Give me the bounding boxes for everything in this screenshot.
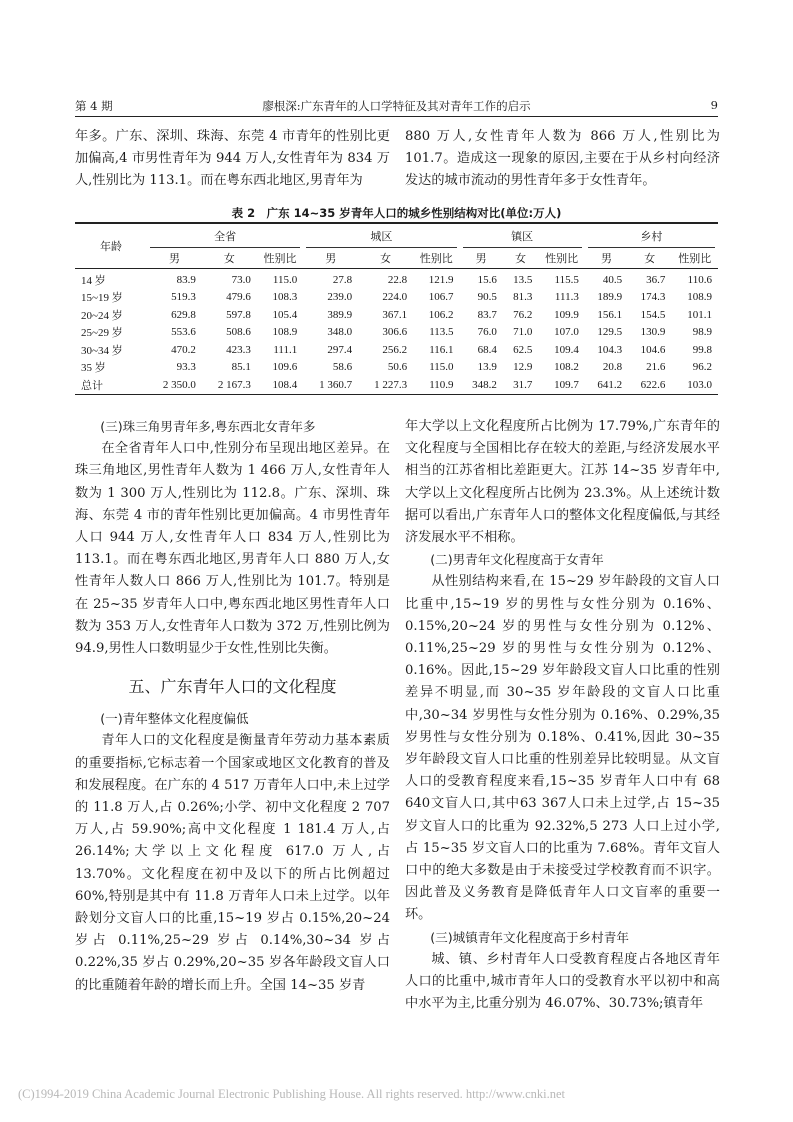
value-cell: 553.6: [171, 326, 196, 339]
group-header-town: 镇区: [460, 223, 585, 248]
value-cell: 96.2: [692, 361, 712, 374]
value-cell: 12.9: [513, 361, 533, 374]
value-cell: 110.6: [671, 269, 718, 289]
age-cell: 总计: [75, 376, 147, 394]
value-cell: 174.3: [640, 291, 666, 304]
value-cell: 130.9: [640, 326, 666, 339]
right-column: [405, 416, 720, 1015]
value-cell: 256.2: [382, 343, 408, 356]
value-cell: 76.2: [513, 308, 533, 321]
sub-header: 性别比: [545, 253, 579, 265]
table-row: [75, 359, 718, 377]
paragraph: 青年人口的文化程度是衡量青年劳动力基本素质的重要指标,它标志着一个国家或地区文化教育的普及和发展程度。在广东的 4 517 万青年人口中,未上过学的 11.8 万人,占 0.26%;小学、初中文化程度 2 707万人,占 59.90%;高中文化程度 1 181.4 万人,占 26.14%;大学以上文化程度 617.0 万人,占 13.70%。文化程度在初中及以下的所占比例超过 60%,特别是其中有 11.8 万青年人口未上过学。以年龄划分文盲人口的比重,15~19 岁占 0.15%,20~24 岁占 0.11%,25~29 岁占 0.14%,30~34 岁占 0.22%,35 岁占 0.29%,20~35 岁各年龄段文盲人口的比重随着年龄的增长而上升。全国 14~35 岁青: [75, 733, 390, 993]
value-cell: 622.6: [628, 376, 671, 394]
value-cell: 15.6: [460, 269, 503, 289]
value-cell: 479.6: [226, 291, 251, 304]
value-cell: 108.4: [257, 376, 303, 394]
sub-header: 男: [600, 253, 612, 265]
value-cell: 20.8: [602, 361, 623, 374]
subsection-heading: (三)城镇青年文化程度高于乡村青年: [430, 929, 629, 945]
running-title: 廖根深:广东青年的人口学特征及其对青年工作的启示: [262, 99, 531, 113]
table-row: [75, 306, 718, 324]
value-cell: 108.9: [272, 326, 298, 339]
sub-header: 男: [168, 253, 180, 265]
value-cell: 239.0: [327, 291, 353, 304]
value-cell: 470.2: [171, 343, 196, 356]
value-cell: 116.1: [429, 343, 454, 356]
value-cell: 106.7: [428, 291, 454, 304]
value-cell: 103.0: [671, 376, 718, 394]
top-right-column: [405, 126, 720, 193]
value-cell: 115.0: [257, 269, 303, 289]
value-cell: 121.9: [413, 269, 459, 289]
value-cell: 83.9: [147, 269, 202, 289]
value-cell: 105.4: [272, 308, 298, 321]
value-cell: 93.3: [176, 361, 196, 374]
value-cell: 629.8: [171, 308, 196, 321]
value-cell: 99.8: [692, 343, 712, 356]
subsection-heading: (一)青年整体文化程度偏低: [100, 711, 249, 727]
paragraph: 年大学以上文化程度所占比例为 17.79%,广东青年的文化程度与全国相比存在较大的差距,与经济发展水平相当的江苏省相比差距更大。江苏 14~35 岁青年中,大学以上文化程度所占比例为 23.3%。从上述统计数据可以看出,广东青年人口的整体文化程度偏低,与其经济发展水平不相称。: [405, 419, 720, 546]
value-cell: 109.7: [538, 376, 584, 394]
value-cell: 423.3: [226, 343, 251, 356]
table-row: [75, 376, 718, 394]
sub-header: 男: [475, 253, 487, 265]
value-cell: 111.1: [273, 343, 298, 356]
sub-header: 男: [325, 253, 337, 265]
sub-header: 性别比: [678, 253, 712, 265]
value-cell: 108.3: [272, 291, 298, 304]
sub-header: 女: [223, 253, 235, 265]
value-cell: 115.5: [538, 269, 584, 289]
value-cell: 73.0: [202, 269, 257, 289]
age-cell: 30~34 岁: [81, 344, 123, 357]
age-cell: 20~24 岁: [81, 309, 123, 322]
table-row: [75, 289, 718, 307]
value-cell: 106.2: [428, 308, 454, 321]
value-cell: 224.0: [382, 291, 408, 304]
paragraph: 城、镇、乡村青年人口受教育程度占各地区青年人口的比重中,城市青年人口的受教育水平以初中和高中水平为主,比重分别为 46.07%、30.73%;镇青年: [405, 951, 720, 1012]
value-cell: 297.4: [327, 343, 353, 356]
value-cell: 13.9: [477, 361, 497, 374]
value-cell: 115.0: [429, 361, 454, 374]
value-cell: 109.9: [554, 308, 579, 321]
value-cell: 27.8: [303, 269, 358, 289]
subsection-heading: (二)男青年文化程度高于女青年: [430, 552, 604, 568]
value-cell: 189.9: [597, 291, 623, 304]
value-cell: 104.3: [597, 343, 623, 356]
paragraph: 从性别结构来看,在 15~29 岁年龄段的文盲人口比重中,15~19 岁的男性与女性分别为 0.16%、0.15%,20~24 岁的男性与女性分别为 0.12%、0.11%,25~29 岁的男性与女性分别为 0.12%、0.16%。因此,15~29 岁年龄段文盲人口比重的性别差异不明显,而 30~35 岁年龄段的文盲人口比重中,30~34 岁男性与女性分别为 0.16%、0.29%,35 岁男性与女性分别为 0.18%、0.41%,因此 30~35 岁年龄段文盲人口比重的性别差异比较明显。从文盲人口的受教育程度来看,15~35 岁青年人口中有 68 640文盲人口,其中63 367人口未上过学,占 15~35 岁文盲人口的比重为 92.32%,5 273 人口上过小学,占 15~35 岁文盲人口的比重为 7.68%。青年文盲人口中的绝大多数是由于未接受过学校教育而不识字。因此普及义务教育是降低青年人口文盲率的重要一环。: [405, 574, 720, 923]
value-cell: 519.3: [171, 291, 196, 304]
value-cell: 109.4: [554, 343, 579, 356]
value-cell: 348.2: [460, 376, 503, 394]
paragraph: 年多。广东、深圳、珠海、东莞 4 市青年的性别比更加偏高,4 市男性青年为 944 万人,女性青年为 834 万人,性别比为 113.1。而在粤东西北地区,男青年为: [75, 129, 390, 189]
value-cell: 641.2: [585, 376, 628, 394]
subsection-heading: (三)珠三角男青年多,粤东西北女青年多: [100, 419, 316, 434]
value-cell: 389.9: [327, 308, 353, 321]
value-cell: 1 360.7: [303, 376, 358, 394]
value-cell: 101.1: [687, 308, 712, 321]
value-cell: 68.4: [477, 343, 497, 356]
sub-header: 女: [380, 253, 392, 265]
value-cell: 58.6: [332, 361, 353, 374]
table-row: [75, 269, 718, 289]
value-cell: 90.5: [477, 291, 497, 304]
section-heading: 五、广东青年人口的文化程度: [128, 677, 337, 697]
age-cell: 14 岁: [75, 269, 147, 289]
value-cell: 111.3: [554, 291, 579, 304]
value-cell: 108.9: [687, 291, 712, 304]
value-cell: 508.6: [226, 326, 251, 339]
data-table: [75, 222, 718, 395]
sub-header: 性别比: [419, 253, 453, 265]
copyright-footer: (C)1994-2019 China Academic Journal Electronic Publishing House. All rights reserved. http://www.cnki.net: [18, 1087, 566, 1101]
value-cell: 36.7: [628, 269, 671, 289]
value-cell: 31.7: [503, 376, 539, 394]
value-cell: 129.5: [597, 326, 623, 339]
value-cell: 348.0: [327, 326, 353, 339]
issue-label: 第 4 期: [75, 99, 113, 113]
value-cell: 50.6: [387, 361, 408, 374]
value-cell: 156.1: [597, 308, 623, 321]
sub-header: 女: [644, 253, 656, 265]
value-cell: 109.6: [272, 361, 298, 374]
value-cell: 76.0: [477, 326, 497, 339]
value-cell: 2 167.3: [202, 376, 257, 394]
age-header: 年龄: [100, 241, 122, 253]
value-cell: 71.0: [513, 326, 533, 339]
value-cell: 104.6: [640, 343, 666, 356]
sub-header: 性别比: [263, 253, 297, 265]
table-row: [75, 341, 718, 359]
top-left-column: [75, 126, 390, 193]
value-cell: 22.8: [358, 269, 413, 289]
table-caption: 表 2 广东 14~35 岁青年人口的城乡性别结构对比(单位:万人): [231, 206, 562, 220]
value-cell: 98.9: [692, 326, 712, 339]
value-cell: 85.1: [231, 361, 251, 374]
left-column: [75, 416, 390, 997]
value-cell: 108.2: [554, 361, 579, 374]
value-cell: 40.5: [585, 269, 628, 289]
value-cell: 83.7: [477, 308, 497, 321]
value-cell: 154.5: [640, 308, 666, 321]
value-cell: 367.1: [382, 308, 408, 321]
age-cell: 35 岁: [81, 362, 106, 375]
value-cell: 107.0: [554, 326, 579, 339]
value-cell: 13.5: [503, 269, 539, 289]
page-number: 9: [710, 98, 718, 112]
value-cell: 306.6: [382, 326, 408, 339]
sub-header: 女: [515, 253, 527, 265]
paragraph: 880 万人,女性青年人数为 866 万人,性别比为 101.7。造成这一现象的原因,主要在于从乡村向经济发达的城市流动的男性青年多于女性青年。: [405, 129, 720, 189]
running-header: [75, 98, 718, 117]
value-cell: 2 350.0: [147, 376, 202, 394]
group-header-village: 乡村: [585, 223, 718, 248]
value-cell: 21.6: [646, 361, 666, 374]
value-cell: 113.5: [429, 326, 454, 339]
age-cell: 15~19 岁: [81, 292, 123, 305]
paragraph: 在全省青年人口中,性别分布呈现出地区差异。在珠三角地区,男性青年人数为 1 466 万人,女性青年人数为 1 300 万人,性别比为 112.8。广东、深圳、珠海、东莞 4 市的青年性别比更加偏高。4 市男性青年人口 944 万人,女性青年人口 834 万人,性别比为 113.1。而在粤东西北地区,男青年人口 880 万人,女性青年人数人口 866 万人,性别比为 101.7。特别是在 25~35 岁青年人口中,粤东西北地区男性青年人口数为 353 万人,女性青年人口数为 372 万,性别比例为 94.9,男性人口数明显少于女性,性别比失衡。: [75, 441, 390, 657]
group-header-city: 城区: [303, 223, 459, 248]
table-row: [75, 324, 718, 342]
value-cell: 110.9: [413, 376, 459, 394]
value-cell: 597.8: [226, 308, 251, 321]
value-cell: 62.5: [513, 343, 533, 356]
value-cell: 1 227.3: [358, 376, 413, 394]
group-header-province: 全省: [147, 223, 303, 248]
age-cell: 25~29 岁: [81, 327, 123, 340]
value-cell: 81.3: [513, 291, 533, 304]
